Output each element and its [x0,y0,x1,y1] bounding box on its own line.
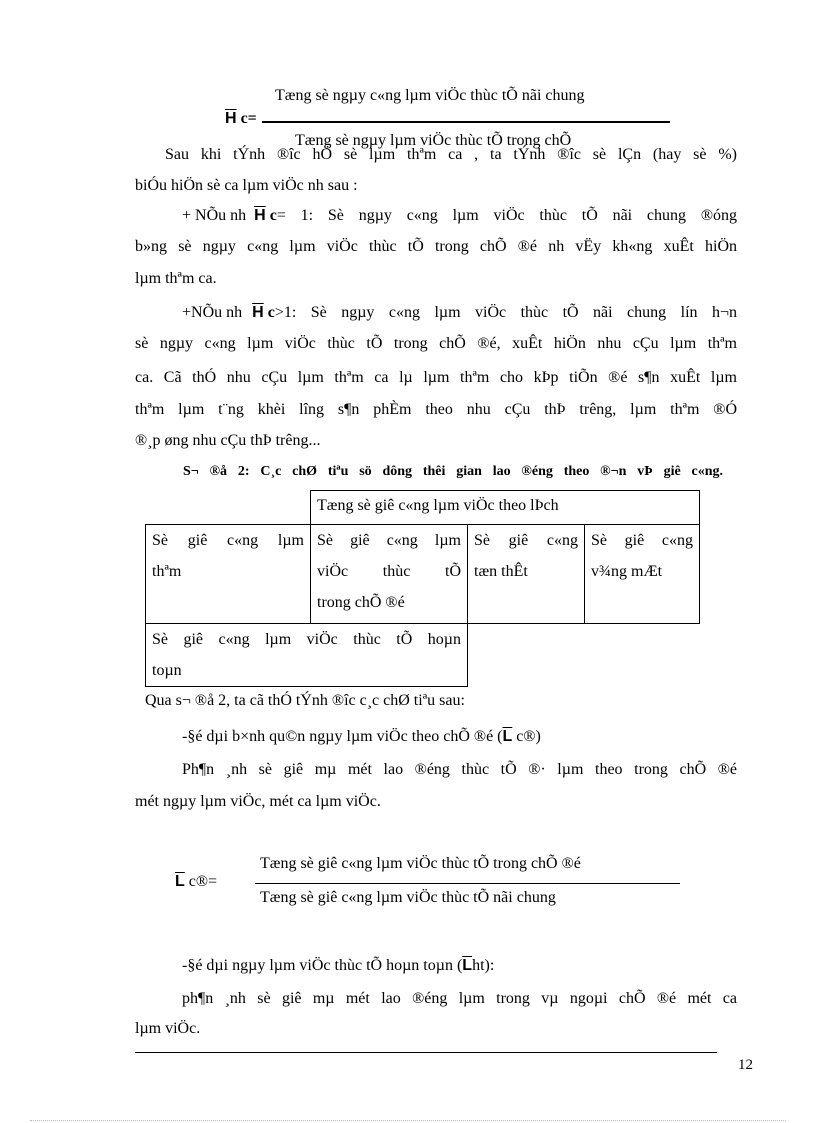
h-symbol: $\overline{H}$ [254,207,266,224]
para4: -§é dµi b×nh qu©n ngµy lµm viÖc theo chÕ ®é ($\overline{L}$ c®) [182,728,541,745]
table-cell-total-actual: Sè giê c«ng lµm viÖc thùc tÕ hoµn toµn [145,623,468,687]
formula1-symbol: $\overline{H}$ [225,110,237,127]
para3-line2: sè ngµy c«ng lµm viÖc thùc tÕ trong chÕ ®é, xuÊt hiÖn nhu cÇu lµm thªm [135,335,737,352]
para1-line1: Sau khi tÝnh ®îc hÖ sè lµm thªm ca , ta tÝnh ®îc sè lÇn (hay sè %) [165,146,737,163]
formula2-numerator: Tæng sè giê c«ng lµm viÖc thùc tÕ trong chÕ ®é [260,855,581,872]
para7-line1: ph¶n ¸nh sè giê mµ mét lao ®éng lµm trong vµ ngoµi chÕ ®é mét ca [182,990,737,1007]
formula2-lhs [175,873,217,891]
formula1-numerator: Tæng sè ngµy c«ng lµm viÖc thùc tÕ nãi chung [275,87,585,104]
para2-line3: lµm thªm ca. [135,270,217,287]
para7-line2: lµm viÖc. [135,1020,201,1037]
para2-prefix: + NÕu nh [182,207,247,224]
table-header-text: Tæng sè giê c«ng lµm viÖc theo lÞch [317,497,559,514]
para3-suffix: >1: Sè ngµy c«ng lµm viÖc thùc tÕ nãi chung lín h¬n [274,304,737,321]
formula2-symbol: $\overline{L}$ [175,873,185,890]
footer-rule [135,1052,717,1053]
diagram-caption: S¬ ®å 2: C¸c chØ tiªu sö dông thêi gian lao ®éng theo ®¬n vÞ giê c«ng. [183,464,723,479]
table-cell-overtime: Sè giê c«ng lµm thªm [145,524,311,624]
para6: -§é dµi ngµy lµm viÖc thùc tÕ hoµn toµn $(\overline{L}ht)$: [182,957,495,974]
para5-line1: Ph¶n ¸nh sè giê mµ mét lao ®éng thùc tÕ ®· lµm theo trong chÕ ®é [182,761,737,778]
table-cell-absent: Sè giê c«ng v¾ng mÆt [584,524,700,624]
table-cell-lost: Sè giê c«ng tæn thÊt [467,524,585,624]
l-symbol: $\overline{L}$ [502,728,513,745]
formula1-fraction-bar [262,121,670,123]
page-edge-dots [30,1120,786,1121]
table-header-cell [310,490,700,525]
para3-line4: thªm lµm t¨ng khèi lîng s¶n phÈm theo nhu cÇu thÞ trêng, lµm thªm ®Ó [135,401,737,418]
l-symbol: $\overline{L}$ [462,957,473,974]
formula2-denominator: Tæng sè giê c«ng lµm viÖc thùc tÕ nãi chung [260,889,556,906]
para1-line2: biÓu hiÖn sè ca lµm viÖc nh sau : [135,177,358,194]
formula1-suffix: c= [236,110,257,127]
para2-line2: b»ng sè ngµy c«ng lµm viÖc thùc tÕ trong chÕ ®é nh vËy kh«ng xuÊt hiÖn [135,238,737,255]
page-number: 12 [738,1057,753,1073]
h-symbol: $\overline{H}$ [252,304,264,321]
para5-line2: mét ngµy lµm viÖc, mét ca lµm viÖc. [135,793,381,810]
table-cell-actual-regime: Sè giê c«ng lµm viÖc thùc tÕ trong chÕ ®é [310,524,468,624]
para3-line3: ca. Cã thÓ nhu cÇu lµm thªm ca lµ lµm thªm cho kÞp tiÕn ®é s¶n xuÊt lµm [135,369,737,386]
after-table-text: Qua s¬ ®å 2, ta cã thÓ tÝnh ®îc c¸c chØ tiªu sau: [145,692,465,709]
formula1-denominator: Tæng sè ngµy lµm viÖc thùc tÕ trong chÕ [295,132,572,149]
formula2-suffix: c®= [184,873,218,890]
para3-prefix: +NÕu nh [182,304,243,321]
formula1-lhs [225,110,257,128]
para3-line5: ®¸p øng nhu cÇu thÞ trêng... [135,432,321,449]
para3-line1: +NÕu nh $\overline{H}$ c >1: Sè ngµy c«ng lµm viÖc thùc tÕ nãi chung lín h¬n [182,297,737,328]
para2-suffix: = 1: Sè ngµy c«ng lµm viÖc thùc tÕ nãi chung ®óng [276,207,737,224]
para2-line1: + NÕu nh $\overline{H}$ c = 1: Sè ngµy c«ng lµm viÖc thùc tÕ nãi chung ®óng [182,200,737,231]
